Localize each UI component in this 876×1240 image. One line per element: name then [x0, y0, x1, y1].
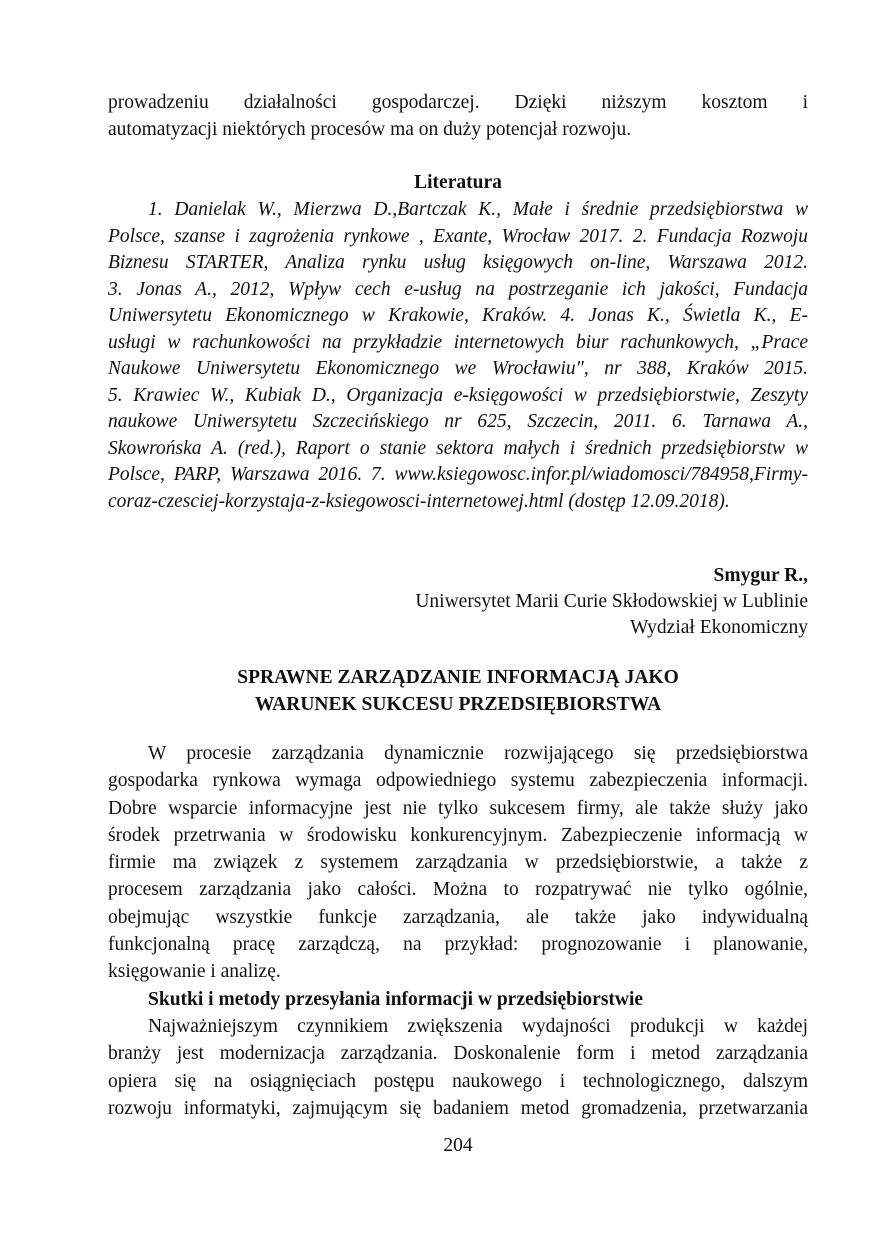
text-line: obejmując wszystkie funkcje zarządzania, ale także jako indywidualną: [108, 906, 808, 928]
section-subheading: Skutki i metody przesyłania informacji w przedsiębiorstwie: [148, 988, 644, 1010]
text-line: księgowanie i analizę.: [108, 961, 281, 983]
reference-line: 5. Krawiec W., Kubiak D., Organizacja e-księgowości w przedsiębiorstwie, Zeszyty: [108, 384, 808, 406]
page-number: 204: [443, 1135, 473, 1156]
text-line: funkcjonalną pracę zarządczą, na przykład: prognozowanie i planowanie,: [108, 934, 808, 956]
paragraph-2: [108, 1013, 808, 1122]
reference-line: usługi w rachunkowości na przykładzie internetowych biur rachunkowych, „Prace: [108, 331, 808, 353]
reference-line: Polsce, szanse i zagrożenia rynkowe , Exante, Wrocław 2017. 2. Fundacja Rozwoju: [108, 225, 808, 247]
reference-line: coraz-czesciej-korzystaja-z-ksiegowosci-internetowej.html (dostęp 12.09.2018).: [108, 490, 730, 512]
reference-line: Naukowe Uniwersytetu Ekonomicznego we Wrocławiu", nr 388, Kraków 2015.: [108, 358, 808, 379]
reference-line: 1. Danielak W., Mierzwa D.,Bartczak K., Małe i średnie przedsiębiorstwa w: [148, 199, 808, 220]
text-line: gospodarka rynkowa wymaga odpowiedniego systemu zabezpieczenia informacji.: [108, 770, 808, 792]
reference-line: naukowe Uniwersytetu Szczecińskiego nr 625, Szczecin, 2011. 6. Tarnawa A.,: [108, 411, 808, 432]
text-line: środek przetrwania w środowisku konkurencyjnym. Zabezpieczenie informacją w: [108, 824, 808, 846]
reference-line: Skowrońska A. (red.), Raport o stanie sektora małych i średnich przedsiębiorstw w: [108, 437, 808, 459]
text-line: automatyzacji niektórych procesów ma on duży potencjał rozwoju.: [108, 118, 632, 140]
author-university: Uniwersytet Marii Curie Skłodowskiej w Lublinie: [415, 591, 808, 612]
text-line: W procesie zarządzania dynamicznie rozwijającego się przedsiębiorstwa: [148, 743, 808, 764]
text-line: Dobre wsparcie informacyjne jest nie tylko sukcesem firmy, ale także służy jako: [108, 797, 808, 819]
text-line: rozwoju informatyki, zajmującym się badaniem metod gromadzenia, przetwarzania: [108, 1097, 808, 1119]
text-line: Najważniejszym czynnikiem zwiększenia wydajności produkcji w każdej: [148, 1015, 808, 1037]
author-name: Smygur R.,: [713, 565, 808, 586]
title-line: SPRAWNE ZARZĄDZANIE INFORMACJĄ JAKO: [237, 667, 679, 688]
text-line: branży jest modernizacja zarządzania. Doskonalenie form i metod zarządzania: [108, 1043, 808, 1065]
intro-paragraph: [108, 90, 808, 143]
text-line: opiera się na osiągnięciach postępu naukowego i technologicznego, dalszym: [108, 1070, 808, 1092]
text-line: prowadzeniu działalności gospodarczej. Dzięki niższym kosztom i: [108, 92, 808, 113]
text-line: procesem zarządzania jako całości. Można to rozpatrywać nie tylko ogólnie,: [108, 879, 808, 901]
literature-list: [108, 197, 808, 515]
title-line: WARUNEK SUKCESU PRZEDSIĘBIORSTWA: [254, 693, 662, 715]
body-text: [108, 740, 808, 1122]
article-title: [108, 665, 808, 718]
reference-line: Biznesu STARTER, Analiza rynku usług księgowych on-line, Warszawa 2012.: [108, 252, 808, 273]
text-line: firmie ma związek z systemem zarządzania w przedsiębiorstwie, a także z: [108, 852, 808, 874]
reference-line: Polsce, PARP, Warszawa 2016. 7. www.ksiegowosc.infor.pl/wiadomosci/784958,Firmy-: [108, 464, 808, 485]
reference-line: 3. Jonas A., 2012, Wpływ cech e-usług na postrzeganie ich jakości, Fundacja: [108, 278, 808, 300]
reference-line: Uniwersytetu Ekonomicznego w Krakowie, Kraków. 4. Jonas K., Świetla K., E-: [108, 305, 808, 326]
literature-heading: Literatura: [414, 172, 502, 193]
author-faculty: Wydział Ekonomiczny: [629, 617, 808, 638]
paragraph-1: [108, 740, 808, 986]
